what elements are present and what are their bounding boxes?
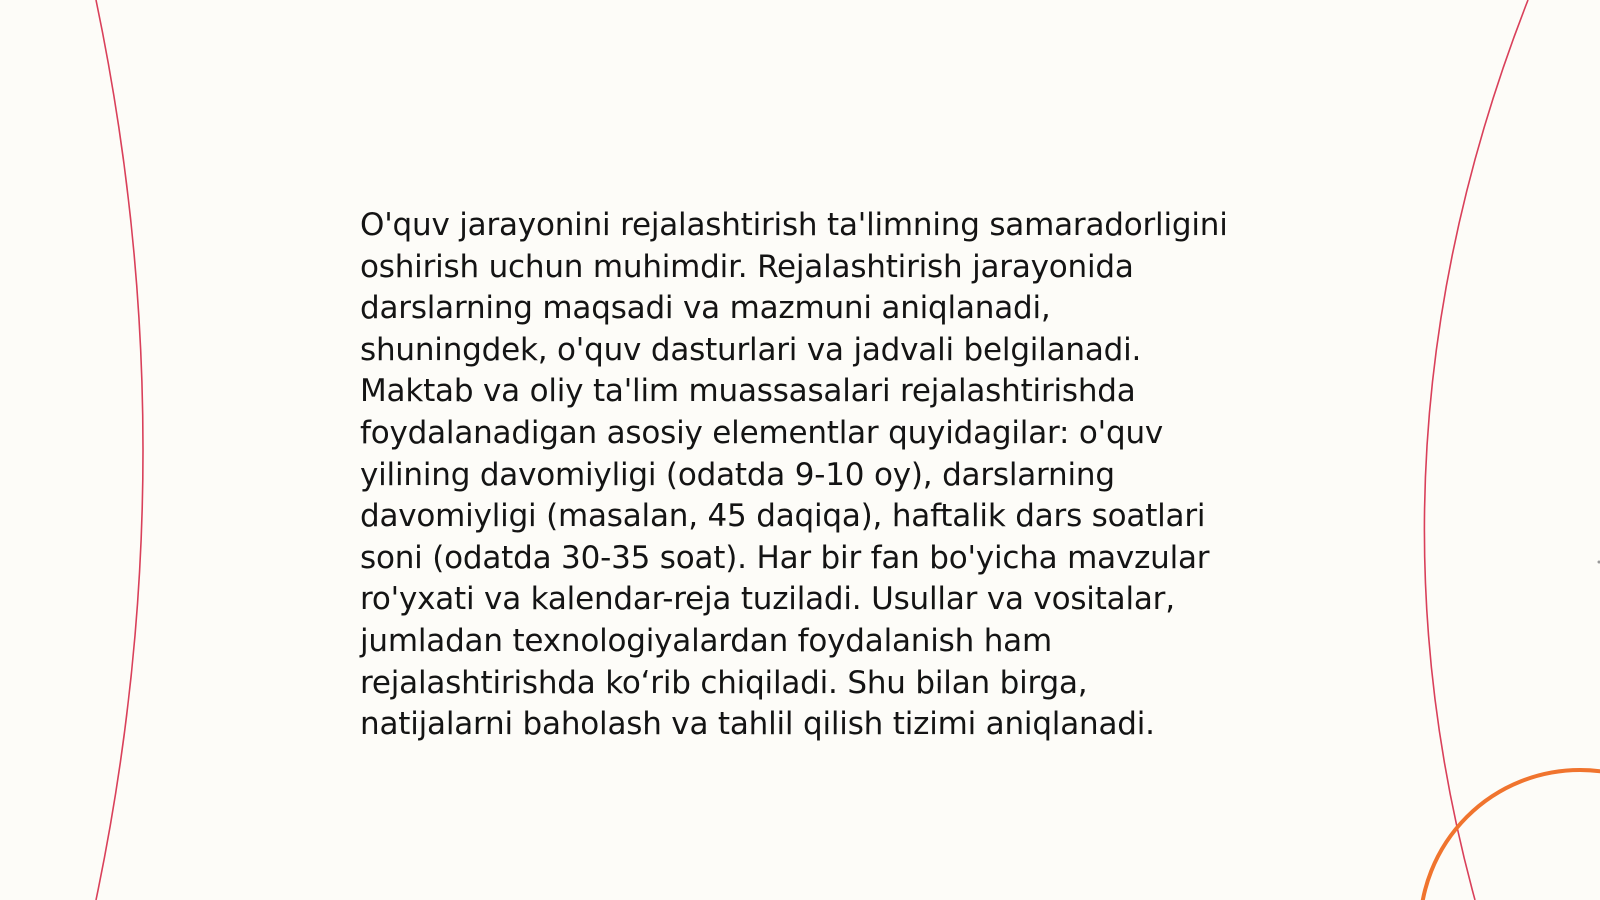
right-curve-line bbox=[1424, 0, 1528, 900]
orange-accent-arc bbox=[1420, 770, 1600, 900]
left-curve-line bbox=[96, 0, 143, 900]
slide-body-text: O'quv jarayonini rejalashtirish ta'limning samaradorligini oshirish uchun muhimdir. Rejalashtirish jarayonida darslarning maqsadi va mazmuni aniqlanadi, shuningdek, o'quv dasturlari va jadvali belgilanadi. Maktab va oliy ta'lim muassasalari rejalashtirishda foydalanadigan asosiy elementlar quyidagilar: o'quv yilining davomiyligi (odatda 9-10 oy), darslarning davomiyligi (masalan, 45 daqiqa), haftalik dars soatlari soni (odatda 30-35 soat). Har bir fan bo'yicha mavzular ro'yxati va kalendar-reja tuziladi. Usullar va vositalar, jumladan texnologiyalardan foydalanish ham rejalashtirishda ko‘rib chiqiladi. Shu bilan birga, natijalarni baholash va tahlil qilish tizimi aniqlanadi. bbox=[360, 207, 1228, 743]
